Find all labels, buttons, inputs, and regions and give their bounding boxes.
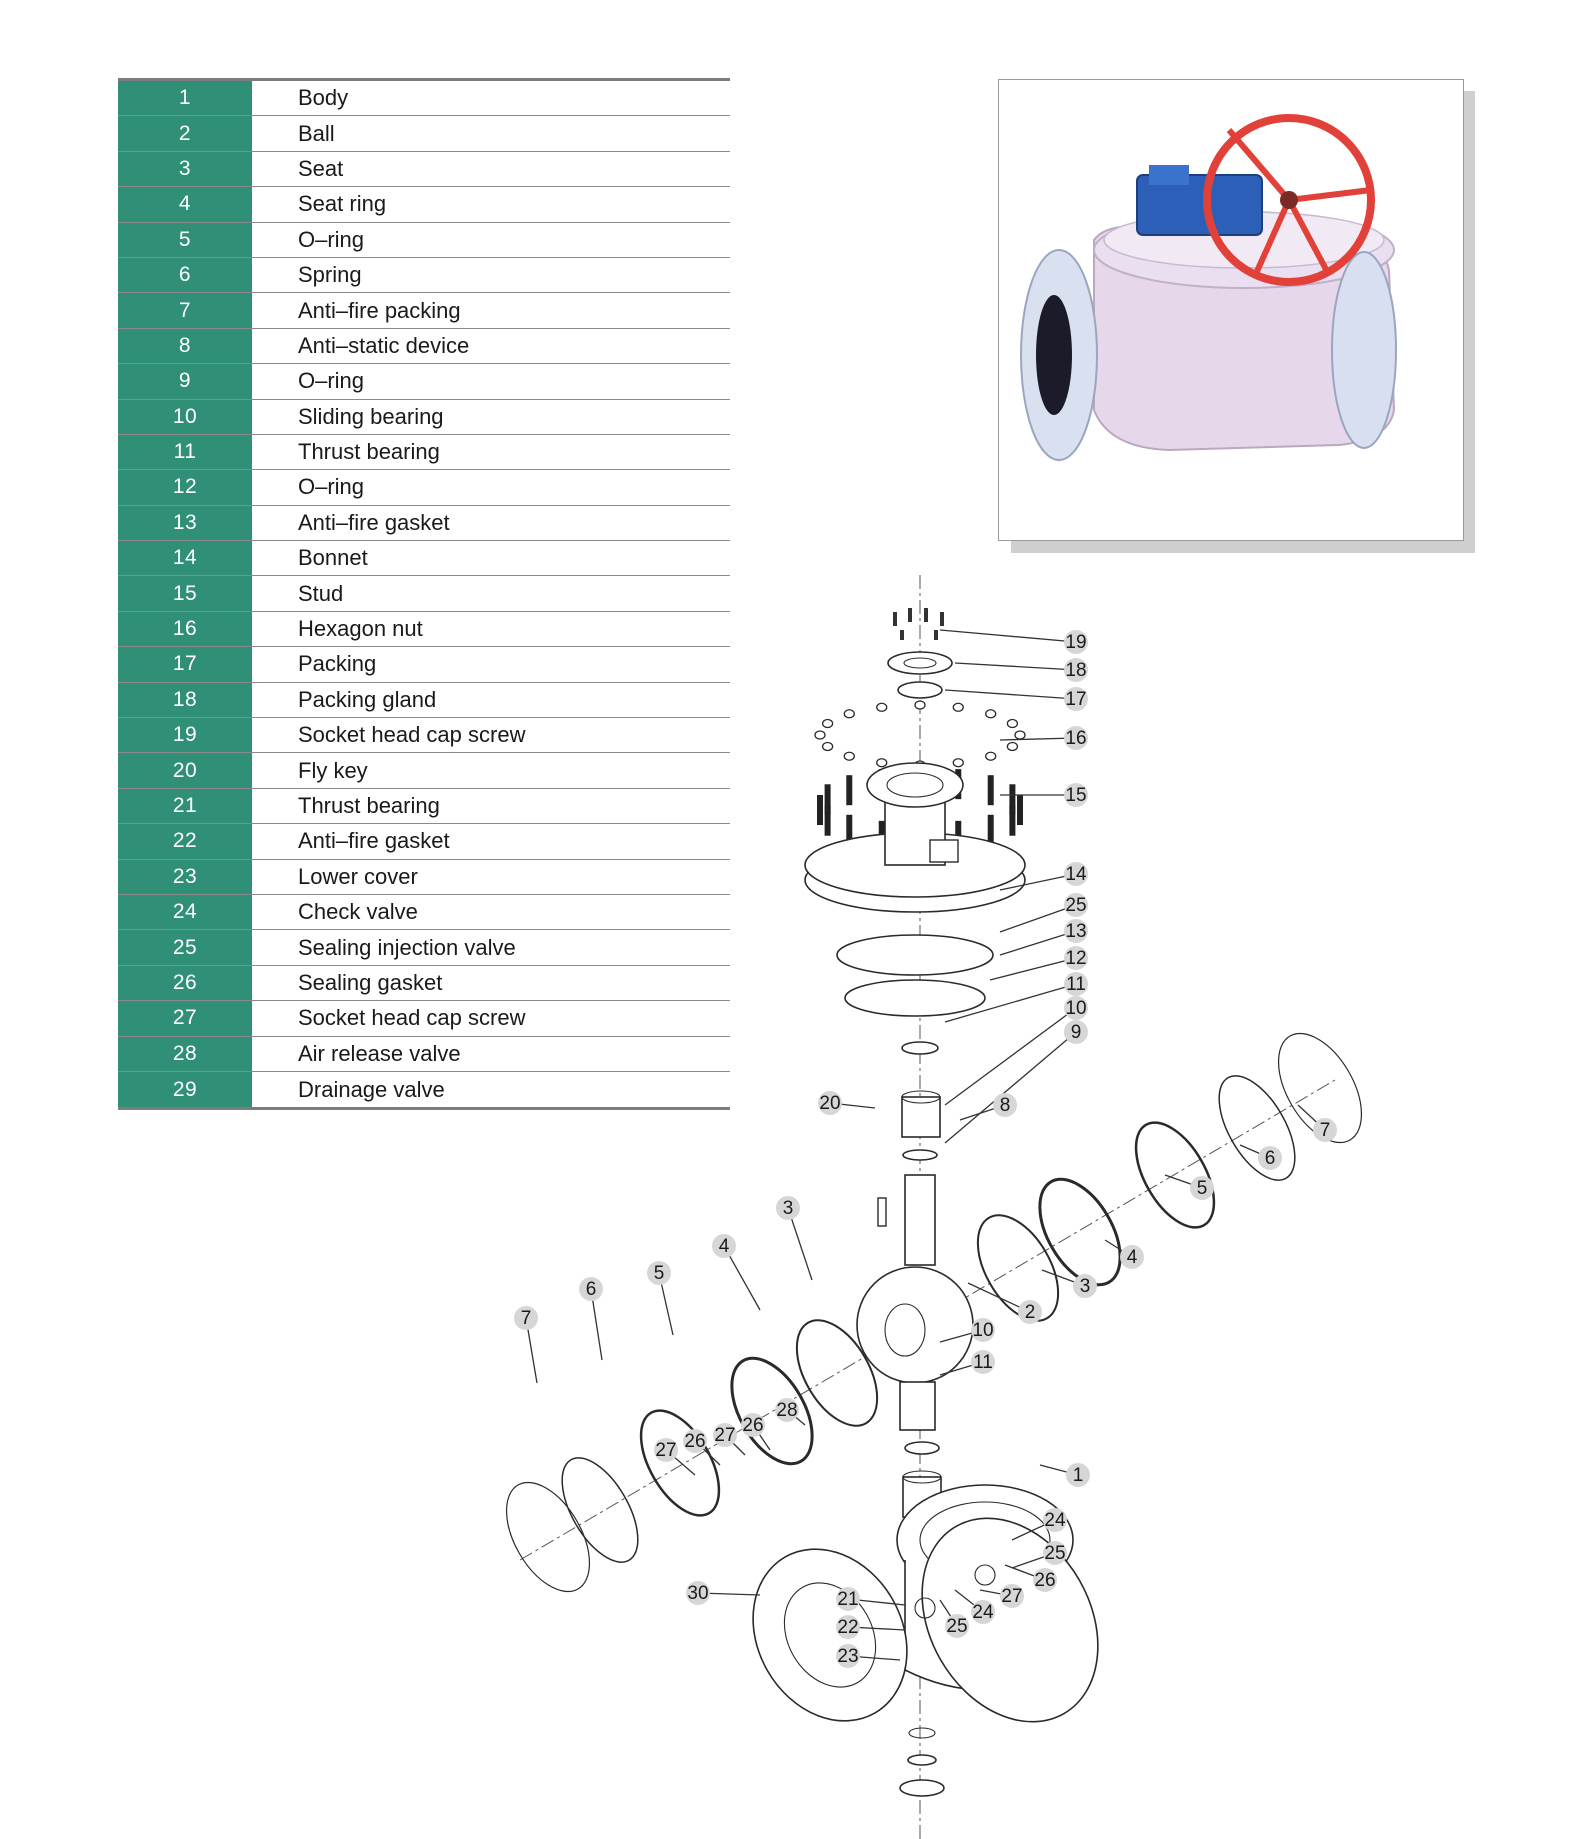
stud-icon (988, 775, 994, 805)
stud-icon (988, 815, 994, 845)
part-name: Hexagon nut (298, 616, 423, 642)
nut-icon (844, 710, 854, 718)
part-number: 29 (118, 1072, 252, 1107)
part-number: 9 (118, 364, 252, 398)
part-number: 12 (118, 470, 252, 504)
part-name: Packing (298, 651, 377, 677)
callout-number: 13 (1065, 921, 1087, 942)
callout-number: 7 (1319, 1120, 1331, 1141)
part-name: Thrust bearing (298, 439, 440, 465)
callout-number: 25 (946, 1616, 968, 1637)
thrust-bearing-shape (902, 1042, 938, 1054)
callout-number: 10 (972, 1320, 994, 1341)
ring-shape (961, 1202, 1074, 1334)
part-number: 4 (118, 187, 252, 221)
parts-row (118, 81, 730, 116)
callout (818, 1091, 875, 1115)
callout-number: 7 (520, 1308, 532, 1329)
packing-shape (898, 682, 942, 698)
part-name: Ball (298, 120, 335, 146)
callout-number: 23 (837, 1646, 859, 1667)
callout-number: 22 (837, 1617, 859, 1638)
callout (940, 630, 1088, 654)
callout-number: 27 (655, 1440, 677, 1461)
callout-number: 19 (1065, 632, 1087, 653)
o-ring-shape (845, 980, 985, 1016)
callout (945, 1020, 1088, 1143)
part-number: 26 (118, 966, 252, 1000)
callout (775, 1398, 805, 1425)
callout-number: 5 (1196, 1178, 1208, 1199)
parts-row (118, 435, 730, 470)
ring-shape (1120, 1110, 1230, 1240)
bore-shape (1036, 295, 1072, 415)
parts-row (118, 258, 730, 293)
part-number: 15 (118, 576, 252, 610)
part-name: Spring (298, 262, 362, 288)
anti-fire-gasket-22-shape (908, 1755, 936, 1765)
fly-key-shape (878, 1198, 886, 1226)
part-name: Drainage valve (298, 1076, 445, 1102)
callout-number: 6 (585, 1279, 597, 1300)
part-number: 23 (118, 860, 252, 894)
part-number: 1 (118, 81, 252, 115)
callout-number: 6 (1264, 1148, 1276, 1169)
part-number: 19 (118, 718, 252, 752)
nut-icon (986, 710, 996, 718)
parts-row (118, 400, 730, 435)
nut-icon (953, 703, 963, 711)
part-name: Seat ring (298, 191, 387, 217)
callout-number: 26 (1034, 1570, 1056, 1591)
parts-row (118, 506, 730, 541)
callout (713, 1423, 745, 1455)
nut-icon (823, 742, 833, 750)
callout-number: 3 (782, 1198, 794, 1219)
nut-icon (844, 752, 854, 760)
part-name: Seat (298, 155, 344, 181)
anti-fire-gasket-shape (837, 935, 993, 975)
callout-number: 25 (1044, 1543, 1066, 1564)
part-name: Sliding bearing (298, 403, 444, 429)
o-ring-9-shape (903, 1150, 937, 1160)
gear-cap-shape (1149, 165, 1189, 185)
part-name: Air release valve (298, 1040, 461, 1066)
part-number: 17 (118, 647, 252, 681)
parts-row (118, 293, 730, 328)
part-name: Stud (298, 580, 344, 606)
stud-icon (817, 795, 823, 825)
part-name: Socket head cap screw (298, 722, 526, 748)
ball-shape (857, 1267, 973, 1383)
callout-number: 24 (1044, 1510, 1066, 1531)
callout (1240, 1145, 1282, 1170)
stud-icon (846, 775, 852, 805)
stud-icon (1017, 795, 1023, 825)
leader-line (945, 1008, 1076, 1105)
callout (955, 658, 1088, 682)
part-name: Body (298, 85, 349, 111)
part-number: 25 (118, 930, 252, 964)
part-name: O–ring (298, 474, 365, 500)
callout (1105, 1240, 1144, 1269)
parts-row (118, 470, 730, 505)
part-number: 10 (118, 400, 252, 434)
parts-row (118, 152, 730, 187)
ring-shape (547, 1446, 653, 1574)
callout-number: 3 (1079, 1276, 1091, 1297)
callout-number: 27 (714, 1425, 736, 1446)
part-number: 2 (118, 116, 252, 150)
part-number: 3 (118, 152, 252, 186)
callout (647, 1261, 673, 1335)
callout-number: 2 (1024, 1302, 1036, 1323)
callout (579, 1277, 603, 1360)
callout-number: 17 (1065, 689, 1087, 710)
callout-number: 5 (653, 1263, 665, 1284)
callout-number: 26 (684, 1431, 706, 1452)
callout-number: 21 (837, 1589, 859, 1610)
callout-number: 4 (1126, 1247, 1138, 1268)
callout-number: 11 (973, 1352, 993, 1373)
callout-number: 8 (999, 1095, 1011, 1116)
callout (945, 687, 1088, 711)
callout-number: 15 (1065, 785, 1087, 806)
part-number: 5 (118, 223, 252, 257)
nut-icon (877, 759, 887, 767)
leader-line (945, 1032, 1076, 1143)
callout (514, 1306, 538, 1383)
callout-number: 16 (1065, 728, 1087, 749)
callout-number: 28 (776, 1400, 798, 1421)
nut-icon (815, 731, 825, 739)
part-number: 11 (118, 435, 252, 469)
part-name: Bonnet (298, 545, 368, 571)
callout-number: 27 (1001, 1586, 1023, 1607)
part-name: Anti–static device (298, 332, 470, 358)
callout-number: 11 (1066, 974, 1086, 995)
leader-line (945, 690, 1076, 699)
valve-photo (998, 79, 1464, 541)
callout-number: 25 (1065, 895, 1087, 916)
callout-number: 9 (1070, 1022, 1082, 1043)
part-number: 13 (118, 506, 252, 540)
parts-row (118, 116, 730, 151)
nut-icon (953, 759, 963, 767)
part-number: 20 (118, 753, 252, 787)
callout-number: 4 (718, 1236, 730, 1257)
part-name: Check valve (298, 899, 418, 925)
part-name: Sealing injection valve (298, 934, 516, 960)
leader-line (940, 630, 1076, 642)
callout-number: 12 (1065, 948, 1087, 969)
nut-icon (915, 701, 925, 709)
part-number: 21 (118, 789, 252, 823)
part-number: 22 (118, 824, 252, 858)
thrust-bearing-21-shape (909, 1728, 935, 1738)
part-name: O–ring (298, 226, 365, 252)
leader-line (955, 663, 1076, 670)
callout-number: 14 (1065, 864, 1087, 885)
callout (1040, 1463, 1090, 1487)
parts-row (118, 187, 730, 222)
part-name: Thrust bearing (298, 793, 440, 818)
part-number: 7 (118, 293, 252, 327)
parts-row (118, 223, 730, 258)
leader-line (990, 958, 1076, 980)
callout-number: 1 (1072, 1465, 1084, 1486)
packing-gland-shape (888, 652, 952, 674)
nut-icon (1007, 720, 1017, 728)
callout-number: 24 (972, 1602, 994, 1623)
callout (776, 1196, 812, 1280)
parts-row (118, 329, 730, 364)
part-name: Lower cover (298, 863, 418, 889)
callout-number: 10 (1065, 998, 1087, 1019)
part-name: Anti–fire packing (298, 297, 461, 323)
part-number: 6 (118, 258, 252, 292)
part-name: Anti–fire gasket (298, 509, 450, 535)
callout-number: 18 (1065, 660, 1087, 681)
part-name: Socket head cap screw (298, 1005, 526, 1031)
part-name: Sealing gasket (298, 969, 443, 995)
part-name: Packing gland (298, 686, 437, 712)
part-number: 28 (118, 1037, 252, 1071)
part-number: 24 (118, 895, 252, 929)
nut-icon (1007, 742, 1017, 750)
stem-shape (905, 1175, 935, 1265)
callout-number: 30 (687, 1583, 709, 1604)
callout (1165, 1175, 1214, 1200)
nut-icon (823, 720, 833, 728)
stud-icon (825, 784, 831, 814)
parts-row (118, 364, 730, 399)
nut-icon (986, 752, 996, 760)
exploded-diagram (0, 560, 1595, 1839)
valve-photo-illustration (999, 80, 1463, 540)
nut-icon (1015, 731, 1025, 739)
part-name: Anti–fire gasket (298, 828, 450, 854)
right-flange-shape (1332, 252, 1396, 448)
sliding-bearing-lower-shape (905, 1442, 939, 1454)
part-number: 14 (118, 541, 252, 575)
part-name: O–ring (298, 368, 365, 394)
nut-icon (877, 703, 887, 711)
callout (686, 1581, 760, 1605)
ring-shape (489, 1469, 606, 1606)
ring-shape (1204, 1064, 1310, 1192)
part-name: Fly key (298, 757, 368, 783)
ring-shape (715, 1345, 828, 1477)
callout (945, 996, 1088, 1105)
socket-screws-top (893, 608, 944, 640)
part-number: 8 (118, 329, 252, 363)
callout-number: 20 (819, 1093, 841, 1114)
lower-cover-shape (900, 1780, 944, 1796)
callout (712, 1234, 760, 1310)
callout-number: 26 (742, 1415, 764, 1436)
part-number: 16 (118, 612, 252, 646)
part-number: 18 (118, 683, 252, 717)
stud-icon (1009, 784, 1015, 814)
callout (1298, 1105, 1337, 1142)
part-number: 27 (118, 1001, 252, 1035)
valve-body-drawing (723, 1485, 1134, 1754)
callout (1042, 1270, 1097, 1298)
